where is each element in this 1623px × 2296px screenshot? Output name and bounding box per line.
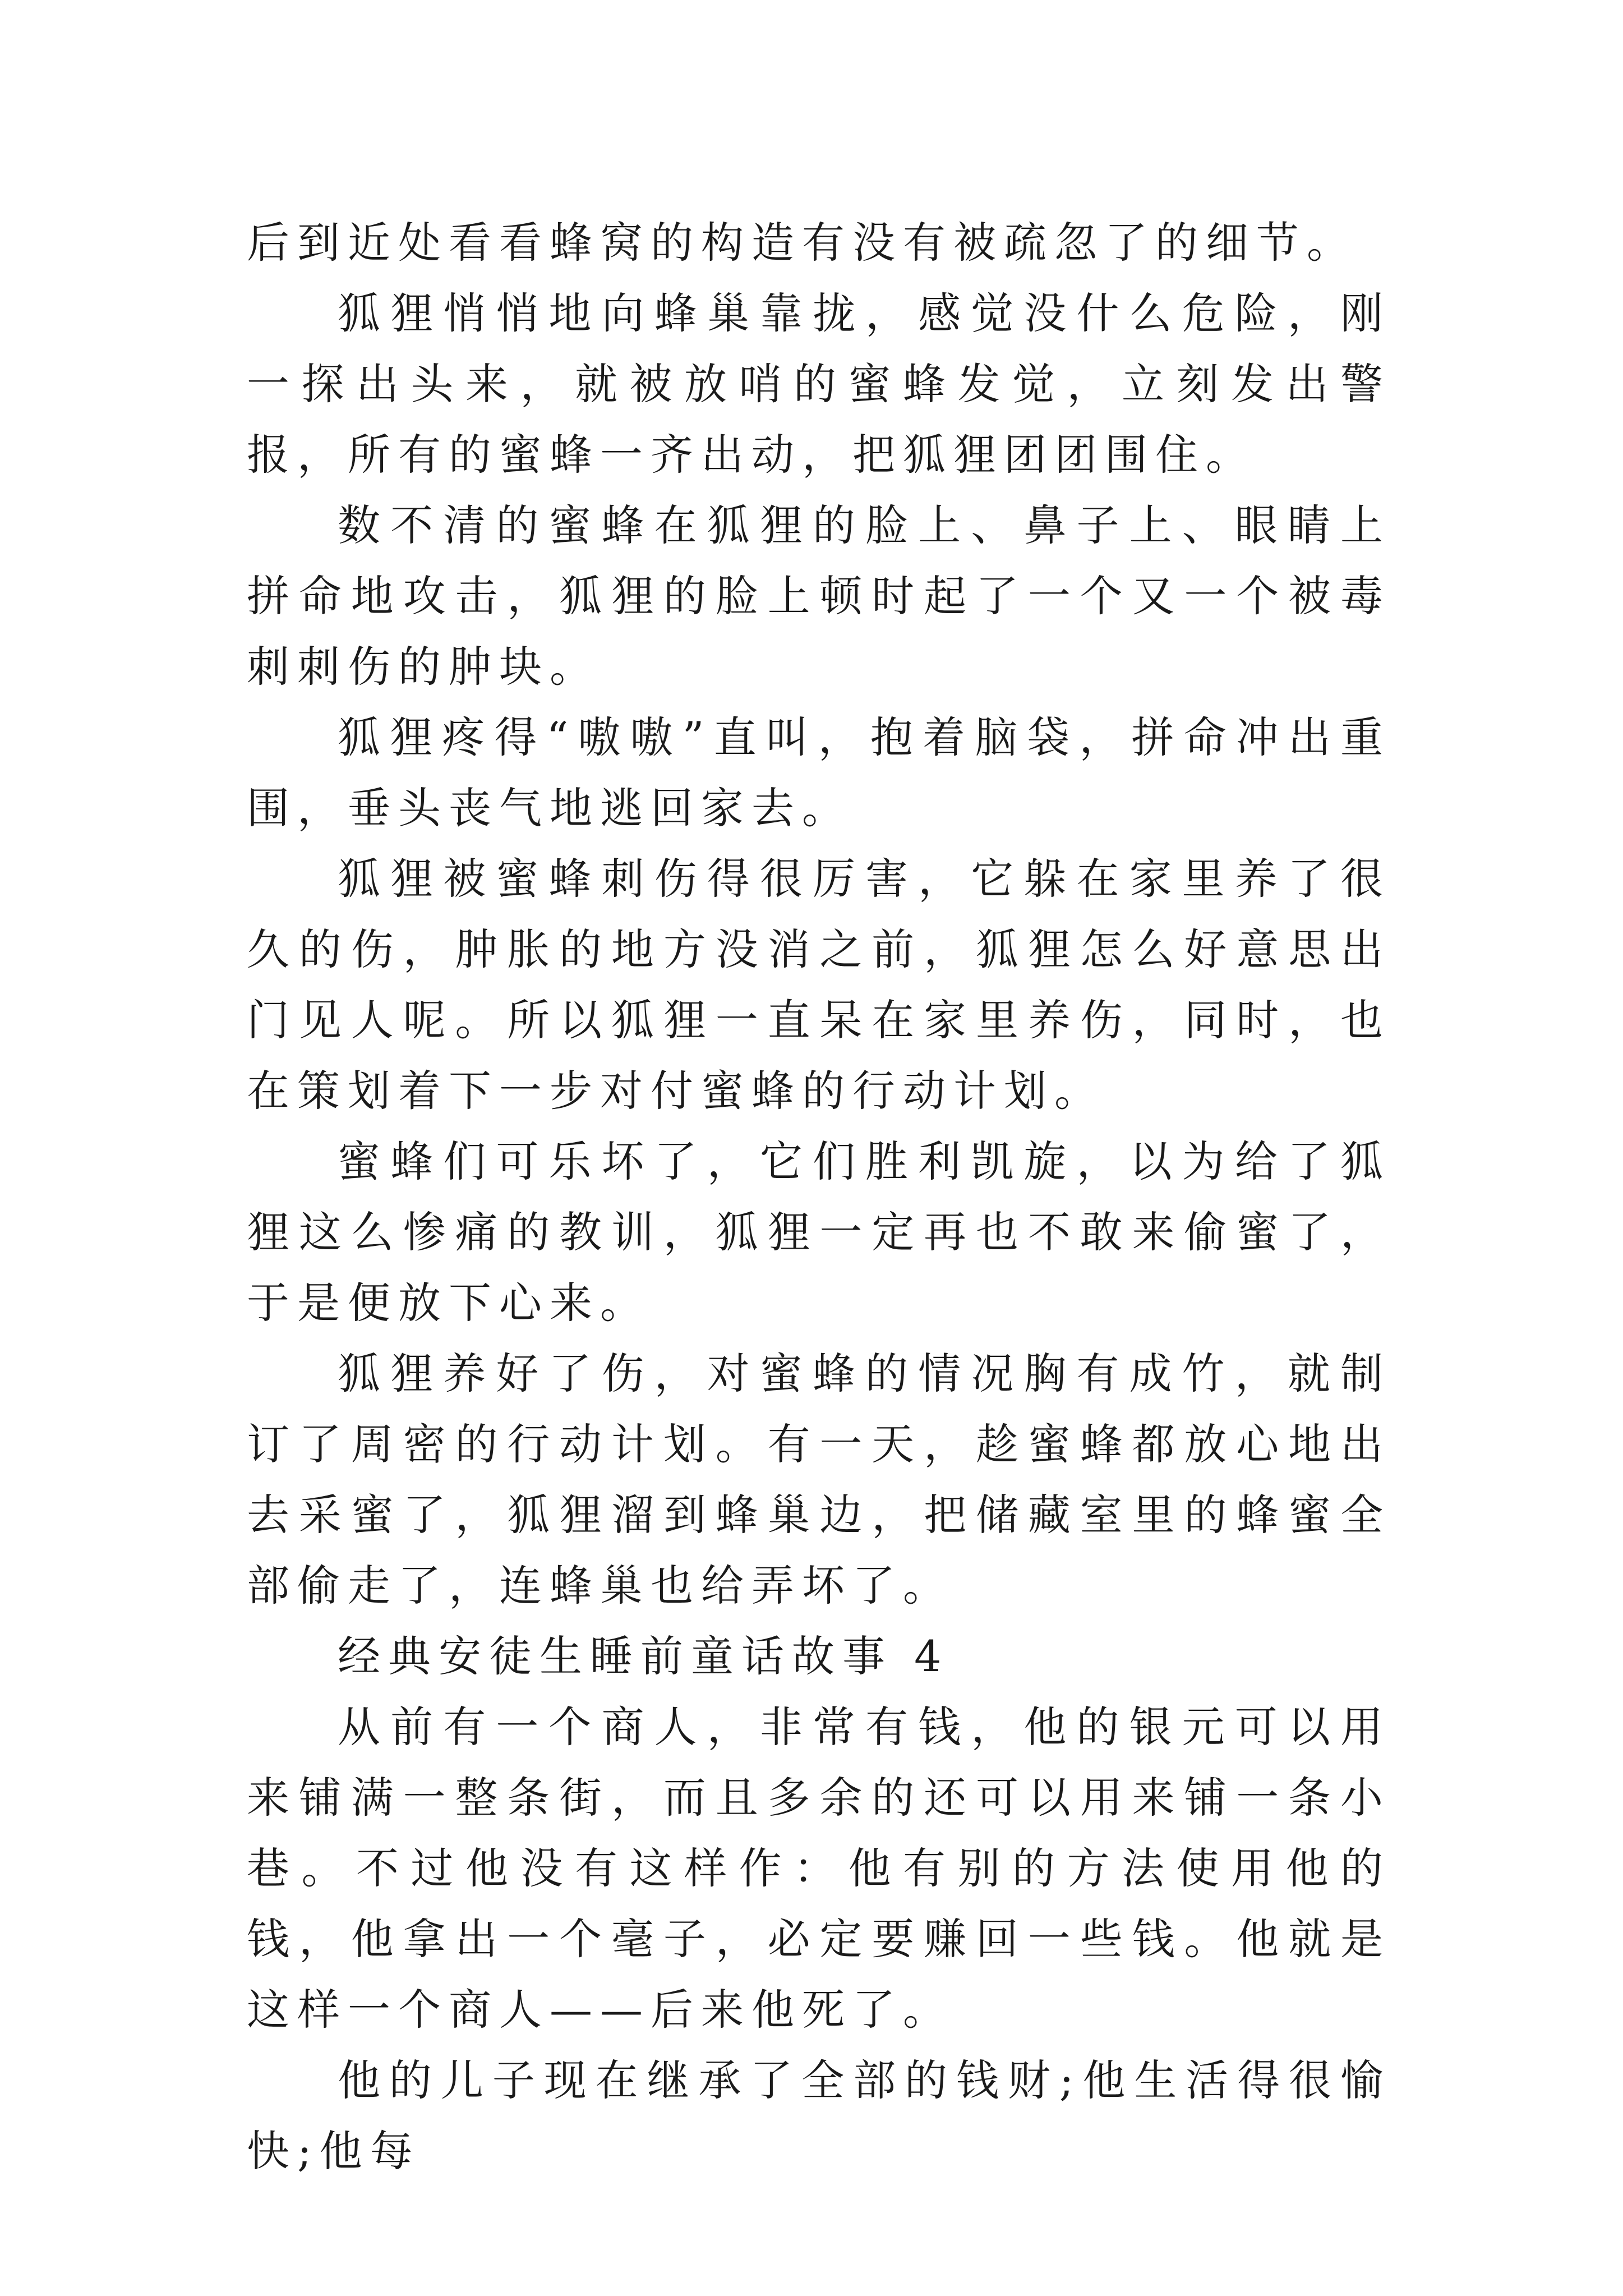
paragraph-2: 狐狸悄悄地向蜂巢靠拢，感觉没什么危险，刚一探出头来，就被放哨的蜜蜂发觉，立刻发出警报，所有的蜜蜂一齐出动，把狐狸团团围住。: [247, 288, 1391, 480]
paragraph-9: 他的儿子现在继承了全部的钱财;他生活得很愉快;他每: [247, 2055, 1391, 2176]
paragraph-1: 后到近处看看蜂窝的构造有没有被疏忽了的细节。: [247, 218, 1357, 268]
document-body: [247, 208, 1391, 2187]
story-heading: 经典安徒生睡前童话故事 4: [338, 1631, 949, 1681]
paragraph-6: 蜜蜂们可乐坏了，它们胜利凯旋，以为给了狐狸这么惨痛的教训，狐狸一定再也不敢来偷蜜了，于是便放下心来。: [247, 1137, 1391, 1328]
paragraph-5: 狐狸被蜜蜂刺伤得很厉害，它躲在家里养了很久的伤，肿胀的地方没消之前，狐狸怎么好意思出门见人呢。所以狐狸一直呆在家里养伤，同时，也在策划着下一步对付蜜蜂的行动计划。: [247, 854, 1391, 1116]
paragraph-7: 狐狸养好了伤，对蜜蜂的情况胸有成竹，就制订了周密的行动计划。有一天，趁蜜蜂都放心地出去采蜜了，狐狸溜到蜂巢边，把储藏室里的蜂蜜全部偷走了，连蜂巢也给弄坏了。: [247, 1349, 1391, 1611]
paragraph-8: 从前有一个商人，非常有钱，他的银元可以用来铺满一整条街，而且多余的还可以用来铺一条小巷。不过他没有这样作：他有别的方法使用他的钱，他拿出一个毫子，必定要赚回一些钱。他就是这样一个商人——后来他死了。: [247, 1702, 1391, 2035]
paragraph-4: 狐狸疼得“嗷嗷”直叫，抱着脑袋，拼命冲出重围，垂头丧气地逃回家去。: [247, 712, 1391, 833]
paragraph-3: 数不清的蜜蜂在狐狸的脸上、鼻子上、眼睛上拼命地攻击，狐狸的脸上顿时起了一个又一个被毒 刺刺伤的肿块。: [247, 500, 1391, 692]
